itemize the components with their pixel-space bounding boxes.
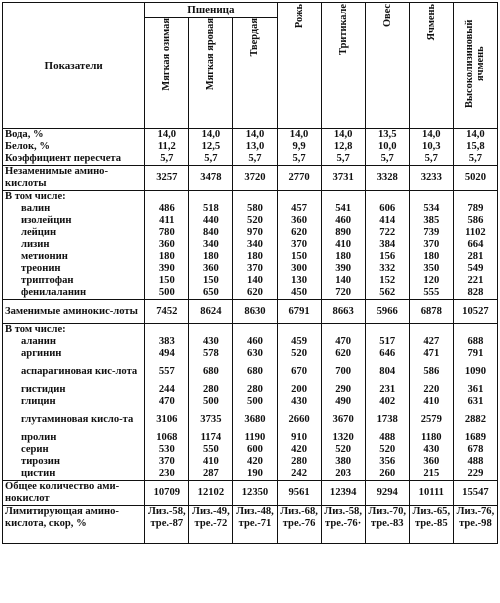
table-row bbox=[3, 444, 498, 456]
table-cell: 410 bbox=[321, 239, 365, 251]
table-cell: Лиз.-70, тре.-83 bbox=[365, 506, 409, 544]
table-row bbox=[3, 227, 498, 239]
table-cell: 2579 bbox=[409, 408, 453, 432]
table-cell: 14,0 bbox=[233, 129, 277, 142]
table-cell: 300 bbox=[277, 263, 321, 275]
table-cell: 370 bbox=[409, 239, 453, 251]
row-label: глицин bbox=[3, 396, 145, 408]
table-cell: 287 bbox=[189, 468, 233, 481]
table-cell: 180 bbox=[233, 251, 277, 263]
table-cell: 688 bbox=[453, 336, 497, 348]
table-cell: 1174 bbox=[189, 432, 233, 444]
table-row bbox=[3, 166, 498, 191]
table-cell: 8630 bbox=[233, 300, 277, 324]
table-cell: 3735 bbox=[189, 408, 233, 432]
header-col-soft-spring: Мягкая яровая bbox=[189, 18, 233, 129]
table-cell: 410 bbox=[189, 456, 233, 468]
table-cell: Лиз.-49, тре.-72 bbox=[189, 506, 233, 544]
table-cell: 13,5 bbox=[365, 129, 409, 142]
table-cell: 578 bbox=[189, 348, 233, 360]
table-row bbox=[3, 129, 498, 142]
table-cell: 5,7 bbox=[233, 153, 277, 166]
table-cell: 420 bbox=[277, 444, 321, 456]
table-cell: 646 bbox=[365, 348, 409, 360]
table-cell: 10527 bbox=[453, 300, 497, 324]
row-label: цистин bbox=[3, 468, 145, 481]
table-cell: 534 bbox=[409, 203, 453, 215]
table-cell: 1320 bbox=[321, 432, 365, 444]
table-cell: 1068 bbox=[145, 432, 189, 444]
table-cell: 12102 bbox=[189, 481, 233, 506]
table-cell bbox=[409, 324, 453, 337]
table-cell: 140 bbox=[321, 275, 365, 287]
table-cell: 518 bbox=[189, 203, 233, 215]
table-cell: 3257 bbox=[145, 166, 189, 191]
row-label: Заменимые аминокис-лоты bbox=[3, 300, 145, 324]
table-cell: 500 bbox=[189, 396, 233, 408]
table-cell: 586 bbox=[453, 215, 497, 227]
table-cell: 430 bbox=[409, 444, 453, 456]
table-cell: 3680 bbox=[233, 408, 277, 432]
table-cell: 620 bbox=[277, 227, 321, 239]
table-cell: 12350 bbox=[233, 481, 277, 506]
table-cell: 2882 bbox=[453, 408, 497, 432]
row-label: тирозин bbox=[3, 456, 145, 468]
table-cell: 180 bbox=[189, 251, 233, 263]
table-cell: 670 bbox=[277, 360, 321, 384]
table-cell: 430 bbox=[189, 336, 233, 348]
table-cell: 14,0 bbox=[277, 129, 321, 142]
table-cell: 10,3 bbox=[409, 141, 453, 153]
table-cell: 3106 bbox=[145, 408, 189, 432]
table-cell bbox=[365, 191, 409, 204]
table-cell: 15,8 bbox=[453, 141, 497, 153]
table-cell: 1102 bbox=[453, 227, 497, 239]
table-cell bbox=[189, 324, 233, 337]
table-cell: 242 bbox=[277, 468, 321, 481]
table-row bbox=[3, 239, 498, 251]
table-cell: 180 bbox=[145, 251, 189, 263]
table-cell: 780 bbox=[145, 227, 189, 239]
table-cell bbox=[365, 324, 409, 337]
table-cell: 361 bbox=[453, 384, 497, 396]
row-label: Вода, % bbox=[3, 129, 145, 142]
table-cell: 350 bbox=[409, 263, 453, 275]
table-cell: 370 bbox=[233, 263, 277, 275]
table-row bbox=[3, 251, 498, 263]
table-cell: Лиз.-65, тре.-85 bbox=[409, 506, 453, 544]
table-cell: 700 bbox=[321, 360, 365, 384]
table-cell: 231 bbox=[365, 384, 409, 396]
table-cell: 140 bbox=[233, 275, 277, 287]
table-cell: 9294 bbox=[365, 481, 409, 506]
table-cell: 1190 bbox=[233, 432, 277, 444]
table-cell: 420 bbox=[233, 456, 277, 468]
table-cell: 789 bbox=[453, 203, 497, 215]
table-cell: 360 bbox=[277, 215, 321, 227]
table-cell: 150 bbox=[277, 251, 321, 263]
table-cell: 3233 bbox=[409, 166, 453, 191]
header-col-durum: Твердая bbox=[233, 18, 277, 129]
row-label: гистидин bbox=[3, 384, 145, 396]
table-row bbox=[3, 348, 498, 360]
table-cell: 450 bbox=[277, 287, 321, 300]
table-cell: 680 bbox=[233, 360, 277, 384]
table-cell: 5,7 bbox=[365, 153, 409, 166]
table-cell: 385 bbox=[409, 215, 453, 227]
table-cell: 180 bbox=[321, 251, 365, 263]
table-cell: 190 bbox=[233, 468, 277, 481]
table-cell: 1180 bbox=[409, 432, 453, 444]
row-label: В том числе: bbox=[3, 324, 145, 337]
table-cell: 488 bbox=[365, 432, 409, 444]
table-cell: 460 bbox=[321, 215, 365, 227]
row-label: Белок, % bbox=[3, 141, 145, 153]
table-cell: 440 bbox=[189, 215, 233, 227]
table-cell: 5,7 bbox=[145, 153, 189, 166]
table-cell: 5,7 bbox=[409, 153, 453, 166]
table-row bbox=[3, 506, 498, 544]
table-cell: 970 bbox=[233, 227, 277, 239]
row-label: изолейцин bbox=[3, 215, 145, 227]
table-cell: 3731 bbox=[321, 166, 365, 191]
table-cell: 606 bbox=[365, 203, 409, 215]
table-cell: Лиз.-58, тре.-76· bbox=[321, 506, 365, 544]
table-cell: 494 bbox=[145, 348, 189, 360]
table-cell: 215 bbox=[409, 468, 453, 481]
table-cell: 630 bbox=[233, 348, 277, 360]
header-col-high-lysine-barley: Высоколизиновый ячмень bbox=[453, 3, 497, 129]
table-cell: 6791 bbox=[277, 300, 321, 324]
table-cell: 370 bbox=[277, 239, 321, 251]
table-cell bbox=[409, 191, 453, 204]
table-cell: 383 bbox=[145, 336, 189, 348]
table-cell: 620 bbox=[233, 287, 277, 300]
table-cell: 12,5 bbox=[189, 141, 233, 153]
table-cell: 229 bbox=[453, 468, 497, 481]
table-cell: 10709 bbox=[145, 481, 189, 506]
table-cell: 739 bbox=[409, 227, 453, 239]
table-cell: 120 bbox=[409, 275, 453, 287]
table-cell: 360 bbox=[189, 263, 233, 275]
table-cell: 3720 bbox=[233, 166, 277, 191]
table-cell: 380 bbox=[321, 456, 365, 468]
table-cell: 460 bbox=[233, 336, 277, 348]
table-cell: 9,9 bbox=[277, 141, 321, 153]
table-cell: 520 bbox=[365, 444, 409, 456]
table-cell: 471 bbox=[409, 348, 453, 360]
table-cell: 427 bbox=[409, 336, 453, 348]
table-cell: 580 bbox=[233, 203, 277, 215]
row-label: Коэффициент пересчета bbox=[3, 153, 145, 166]
table-row bbox=[3, 396, 498, 408]
table-cell: 517 bbox=[365, 336, 409, 348]
table-cell: 7452 bbox=[145, 300, 189, 324]
table-cell: 14,0 bbox=[189, 129, 233, 142]
table-cell bbox=[277, 324, 321, 337]
table-cell: 156 bbox=[365, 251, 409, 263]
row-label: лизин bbox=[3, 239, 145, 251]
table-cell: 586 bbox=[409, 360, 453, 384]
table-cell: 280 bbox=[277, 456, 321, 468]
table-cell: 550 bbox=[189, 444, 233, 456]
table-cell: 541 bbox=[321, 203, 365, 215]
table-cell: 530 bbox=[145, 444, 189, 456]
table-cell: 890 bbox=[321, 227, 365, 239]
table-cell: 664 bbox=[453, 239, 497, 251]
table-cell: 384 bbox=[365, 239, 409, 251]
table-cell: 180 bbox=[409, 251, 453, 263]
table-cell: 804 bbox=[365, 360, 409, 384]
table-cell: 1738 bbox=[365, 408, 409, 432]
table-row bbox=[3, 456, 498, 468]
table-cell: 281 bbox=[453, 251, 497, 263]
row-label: лейцин bbox=[3, 227, 145, 239]
table-cell: 280 bbox=[189, 384, 233, 396]
table-cell: 14,0 bbox=[145, 129, 189, 142]
table-body bbox=[3, 129, 498, 544]
table-cell: 459 bbox=[277, 336, 321, 348]
table-cell: 390 bbox=[145, 263, 189, 275]
table-cell: 650 bbox=[189, 287, 233, 300]
table-cell bbox=[277, 191, 321, 204]
table-cell: 360 bbox=[409, 456, 453, 468]
table-row bbox=[3, 263, 498, 275]
table-cell bbox=[321, 324, 365, 337]
table-cell: 221 bbox=[453, 275, 497, 287]
table-cell: 130 bbox=[277, 275, 321, 287]
table-row bbox=[3, 324, 498, 337]
table-cell: 500 bbox=[145, 287, 189, 300]
table-cell: 500 bbox=[233, 396, 277, 408]
header-indicator: Показатели bbox=[3, 3, 145, 129]
table-row bbox=[3, 468, 498, 481]
table-cell: 520 bbox=[233, 215, 277, 227]
table-cell: 360 bbox=[145, 239, 189, 251]
table-cell: 12394 bbox=[321, 481, 365, 506]
table-cell: 150 bbox=[145, 275, 189, 287]
header-col-barley: Ячмень bbox=[409, 3, 453, 129]
table-cell: 678 bbox=[453, 444, 497, 456]
table-cell: 356 bbox=[365, 456, 409, 468]
table-cell: Лиз.-58, тре.-87 bbox=[145, 506, 189, 544]
table-cell: 520 bbox=[321, 444, 365, 456]
table-cell: 2660 bbox=[277, 408, 321, 432]
table-cell: 5,7 bbox=[321, 153, 365, 166]
table-cell: 402 bbox=[365, 396, 409, 408]
table-cell: 457 bbox=[277, 203, 321, 215]
table-row bbox=[3, 300, 498, 324]
table-cell: 5,7 bbox=[189, 153, 233, 166]
table-cell bbox=[453, 191, 497, 204]
table-cell: 555 bbox=[409, 287, 453, 300]
table-cell bbox=[233, 191, 277, 204]
table-row bbox=[3, 360, 498, 384]
table-cell: Лиз.-68, тре.-76 bbox=[277, 506, 321, 544]
table-cell: Лиз.-76, тре.-98 bbox=[453, 506, 497, 544]
table-cell: 244 bbox=[145, 384, 189, 396]
table-row bbox=[3, 215, 498, 227]
table-cell: 620 bbox=[321, 348, 365, 360]
table-cell: 3478 bbox=[189, 166, 233, 191]
header-col-triticale: Тритикале bbox=[321, 3, 365, 129]
table-cell: 720 bbox=[321, 287, 365, 300]
table-row bbox=[3, 287, 498, 300]
table-cell: 6878 bbox=[409, 300, 453, 324]
table-cell: 430 bbox=[277, 396, 321, 408]
table-row bbox=[3, 336, 498, 348]
table-cell: 152 bbox=[365, 275, 409, 287]
row-label: пролин bbox=[3, 432, 145, 444]
row-label: треонин bbox=[3, 263, 145, 275]
table-cell: 470 bbox=[321, 336, 365, 348]
table-cell: 5966 bbox=[365, 300, 409, 324]
table-cell: 791 bbox=[453, 348, 497, 360]
table-row bbox=[3, 432, 498, 444]
table-cell bbox=[189, 191, 233, 204]
table-cell bbox=[233, 324, 277, 337]
row-label: метионин bbox=[3, 251, 145, 263]
table-row bbox=[3, 203, 498, 215]
table-cell: Лиз.-48, тре.-71 bbox=[233, 506, 277, 544]
table-cell bbox=[145, 324, 189, 337]
row-label: валин bbox=[3, 203, 145, 215]
row-label: аспарагиновая кис-лота bbox=[3, 360, 145, 384]
table-cell: 11,2 bbox=[145, 141, 189, 153]
table-cell: 520 bbox=[277, 348, 321, 360]
table-cell: 150 bbox=[189, 275, 233, 287]
table-cell: 332 bbox=[365, 263, 409, 275]
table-cell: 2770 bbox=[277, 166, 321, 191]
amino-acid-table bbox=[2, 2, 498, 544]
table-cell bbox=[145, 191, 189, 204]
header-col-rye: Рожь bbox=[277, 3, 321, 129]
header-col-oats: Овес bbox=[365, 3, 409, 129]
header-wheat-group: Пшеница bbox=[145, 3, 277, 18]
table-cell: 680 bbox=[189, 360, 233, 384]
row-label: аланин bbox=[3, 336, 145, 348]
table-cell: 370 bbox=[145, 456, 189, 468]
table-cell: 840 bbox=[189, 227, 233, 239]
table-cell: 5,7 bbox=[277, 153, 321, 166]
table-cell: 9561 bbox=[277, 481, 321, 506]
table-cell: 260 bbox=[365, 468, 409, 481]
table-cell: 3670 bbox=[321, 408, 365, 432]
table-cell: 8663 bbox=[321, 300, 365, 324]
header-col-soft-winter: Мягкая озимая bbox=[145, 18, 189, 129]
table-cell: 15547 bbox=[453, 481, 497, 506]
table-cell: 410 bbox=[409, 396, 453, 408]
table-row bbox=[3, 141, 498, 153]
row-label: Лимитирующая амино-кислота, скор, % bbox=[3, 506, 145, 544]
row-label: глутаминовая кисло-та bbox=[3, 408, 145, 432]
table-cell: 13,0 bbox=[233, 141, 277, 153]
table-cell: 828 bbox=[453, 287, 497, 300]
row-label: Общее количество ами-нокислот bbox=[3, 481, 145, 506]
table-cell: 390 bbox=[321, 263, 365, 275]
table-cell: 200 bbox=[277, 384, 321, 396]
table-cell: 220 bbox=[409, 384, 453, 396]
table-row bbox=[3, 408, 498, 432]
table-cell: 10,0 bbox=[365, 141, 409, 153]
table-cell: 411 bbox=[145, 215, 189, 227]
table-cell: 486 bbox=[145, 203, 189, 215]
table-cell: 203 bbox=[321, 468, 365, 481]
table-cell: 600 bbox=[233, 444, 277, 456]
table-cell: 490 bbox=[321, 396, 365, 408]
row-label: триптофан bbox=[3, 275, 145, 287]
table-cell: 290 bbox=[321, 384, 365, 396]
table-cell: 14,0 bbox=[321, 129, 365, 142]
table-cell: 414 bbox=[365, 215, 409, 227]
table-cell: 1090 bbox=[453, 360, 497, 384]
table-cell: 340 bbox=[233, 239, 277, 251]
row-label: аргинин bbox=[3, 348, 145, 360]
table-cell: 280 bbox=[233, 384, 277, 396]
table-cell: 562 bbox=[365, 287, 409, 300]
row-label: В том числе: bbox=[3, 191, 145, 204]
table-cell: 1689 bbox=[453, 432, 497, 444]
table-cell: 5,7 bbox=[453, 153, 497, 166]
table-cell: 722 bbox=[365, 227, 409, 239]
table-cell: 12,8 bbox=[321, 141, 365, 153]
table-cell bbox=[453, 324, 497, 337]
table-cell: 488 bbox=[453, 456, 497, 468]
table-cell: 230 bbox=[145, 468, 189, 481]
table-cell: 3328 bbox=[365, 166, 409, 191]
table-cell: 5020 bbox=[453, 166, 497, 191]
table-cell: 631 bbox=[453, 396, 497, 408]
table-cell: 549 bbox=[453, 263, 497, 275]
table-cell: 8624 bbox=[189, 300, 233, 324]
table-row bbox=[3, 384, 498, 396]
row-label: Незаменимые амино-кислоты bbox=[3, 166, 145, 191]
table-cell: 14,0 bbox=[409, 129, 453, 142]
table-cell: 470 bbox=[145, 396, 189, 408]
table-cell bbox=[321, 191, 365, 204]
table-cell: 14,0 bbox=[453, 129, 497, 142]
table-row bbox=[3, 153, 498, 166]
table-cell: 10111 bbox=[409, 481, 453, 506]
table-row bbox=[3, 191, 498, 204]
row-label: серин bbox=[3, 444, 145, 456]
row-label: фенилаланин bbox=[3, 287, 145, 300]
table-row bbox=[3, 481, 498, 506]
table-cell: 910 bbox=[277, 432, 321, 444]
table-cell: 340 bbox=[189, 239, 233, 251]
table-row bbox=[3, 275, 498, 287]
table-cell: 557 bbox=[145, 360, 189, 384]
